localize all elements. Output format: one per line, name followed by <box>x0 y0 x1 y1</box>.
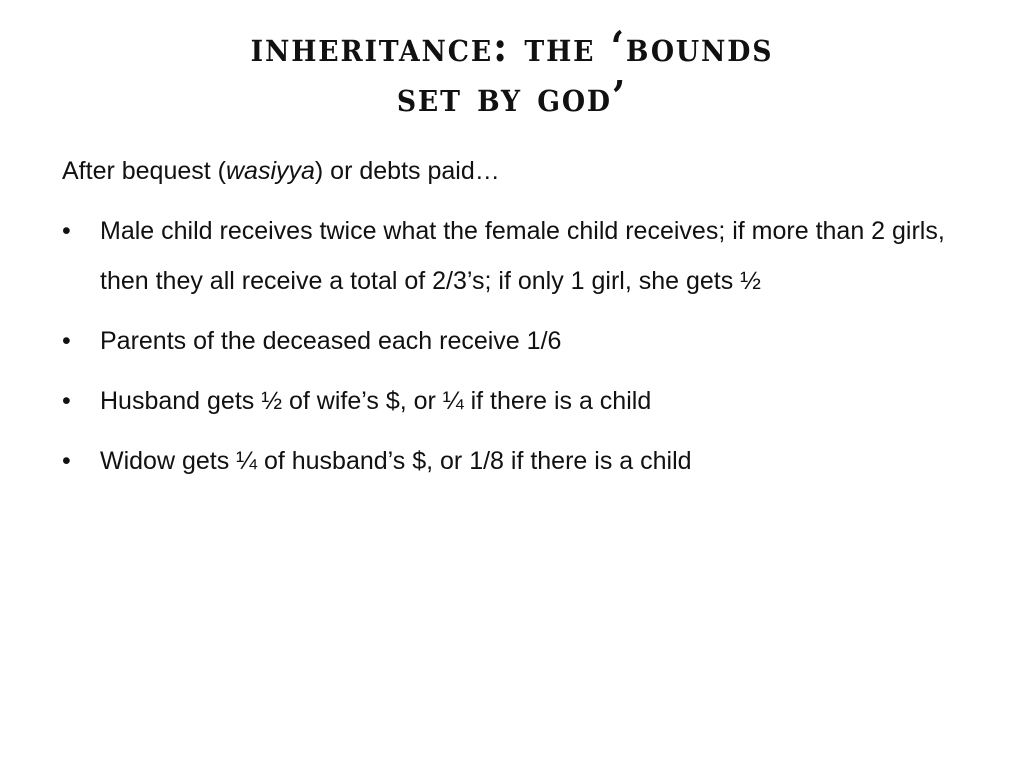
slide-title-line-1: inheritance: the ‘bounds <box>250 22 774 71</box>
bullet-symbol: • <box>62 447 71 475</box>
bullet-text: Widow gets ¼ of husband’s $, or 1/8 if there is a child <box>100 447 692 475</box>
bullet-item <box>62 376 972 426</box>
bullet-symbol: • <box>62 217 71 245</box>
bullet-item <box>62 316 972 366</box>
intro-after: ) or debts paid… <box>314 157 500 185</box>
intro-term: wasiyya <box>225 157 315 185</box>
slide-body <box>62 146 972 496</box>
bullet-symbol: • <box>62 327 71 355</box>
bullet-symbol: • <box>62 387 71 415</box>
bullet-item <box>62 206 972 306</box>
slide-title <box>78 22 946 122</box>
bullet-text: Husband gets ½ of wife’s $, or ¼ if there is a child <box>100 387 652 415</box>
intro-before: After bequest ( <box>62 157 226 185</box>
bullet-item <box>62 436 972 486</box>
bullet-text: Male child receives twice what the female child receives; if more than 2 girls, then they all receive a total of 2/3’s; if only 1 girl, she gets ½ <box>100 217 945 295</box>
slide-title-line-2: set by god’ <box>396 72 628 121</box>
bullet-text: Parents of the deceased each receive 1/6 <box>100 327 562 355</box>
intro-text <box>62 146 972 196</box>
bullet-list <box>62 206 972 486</box>
